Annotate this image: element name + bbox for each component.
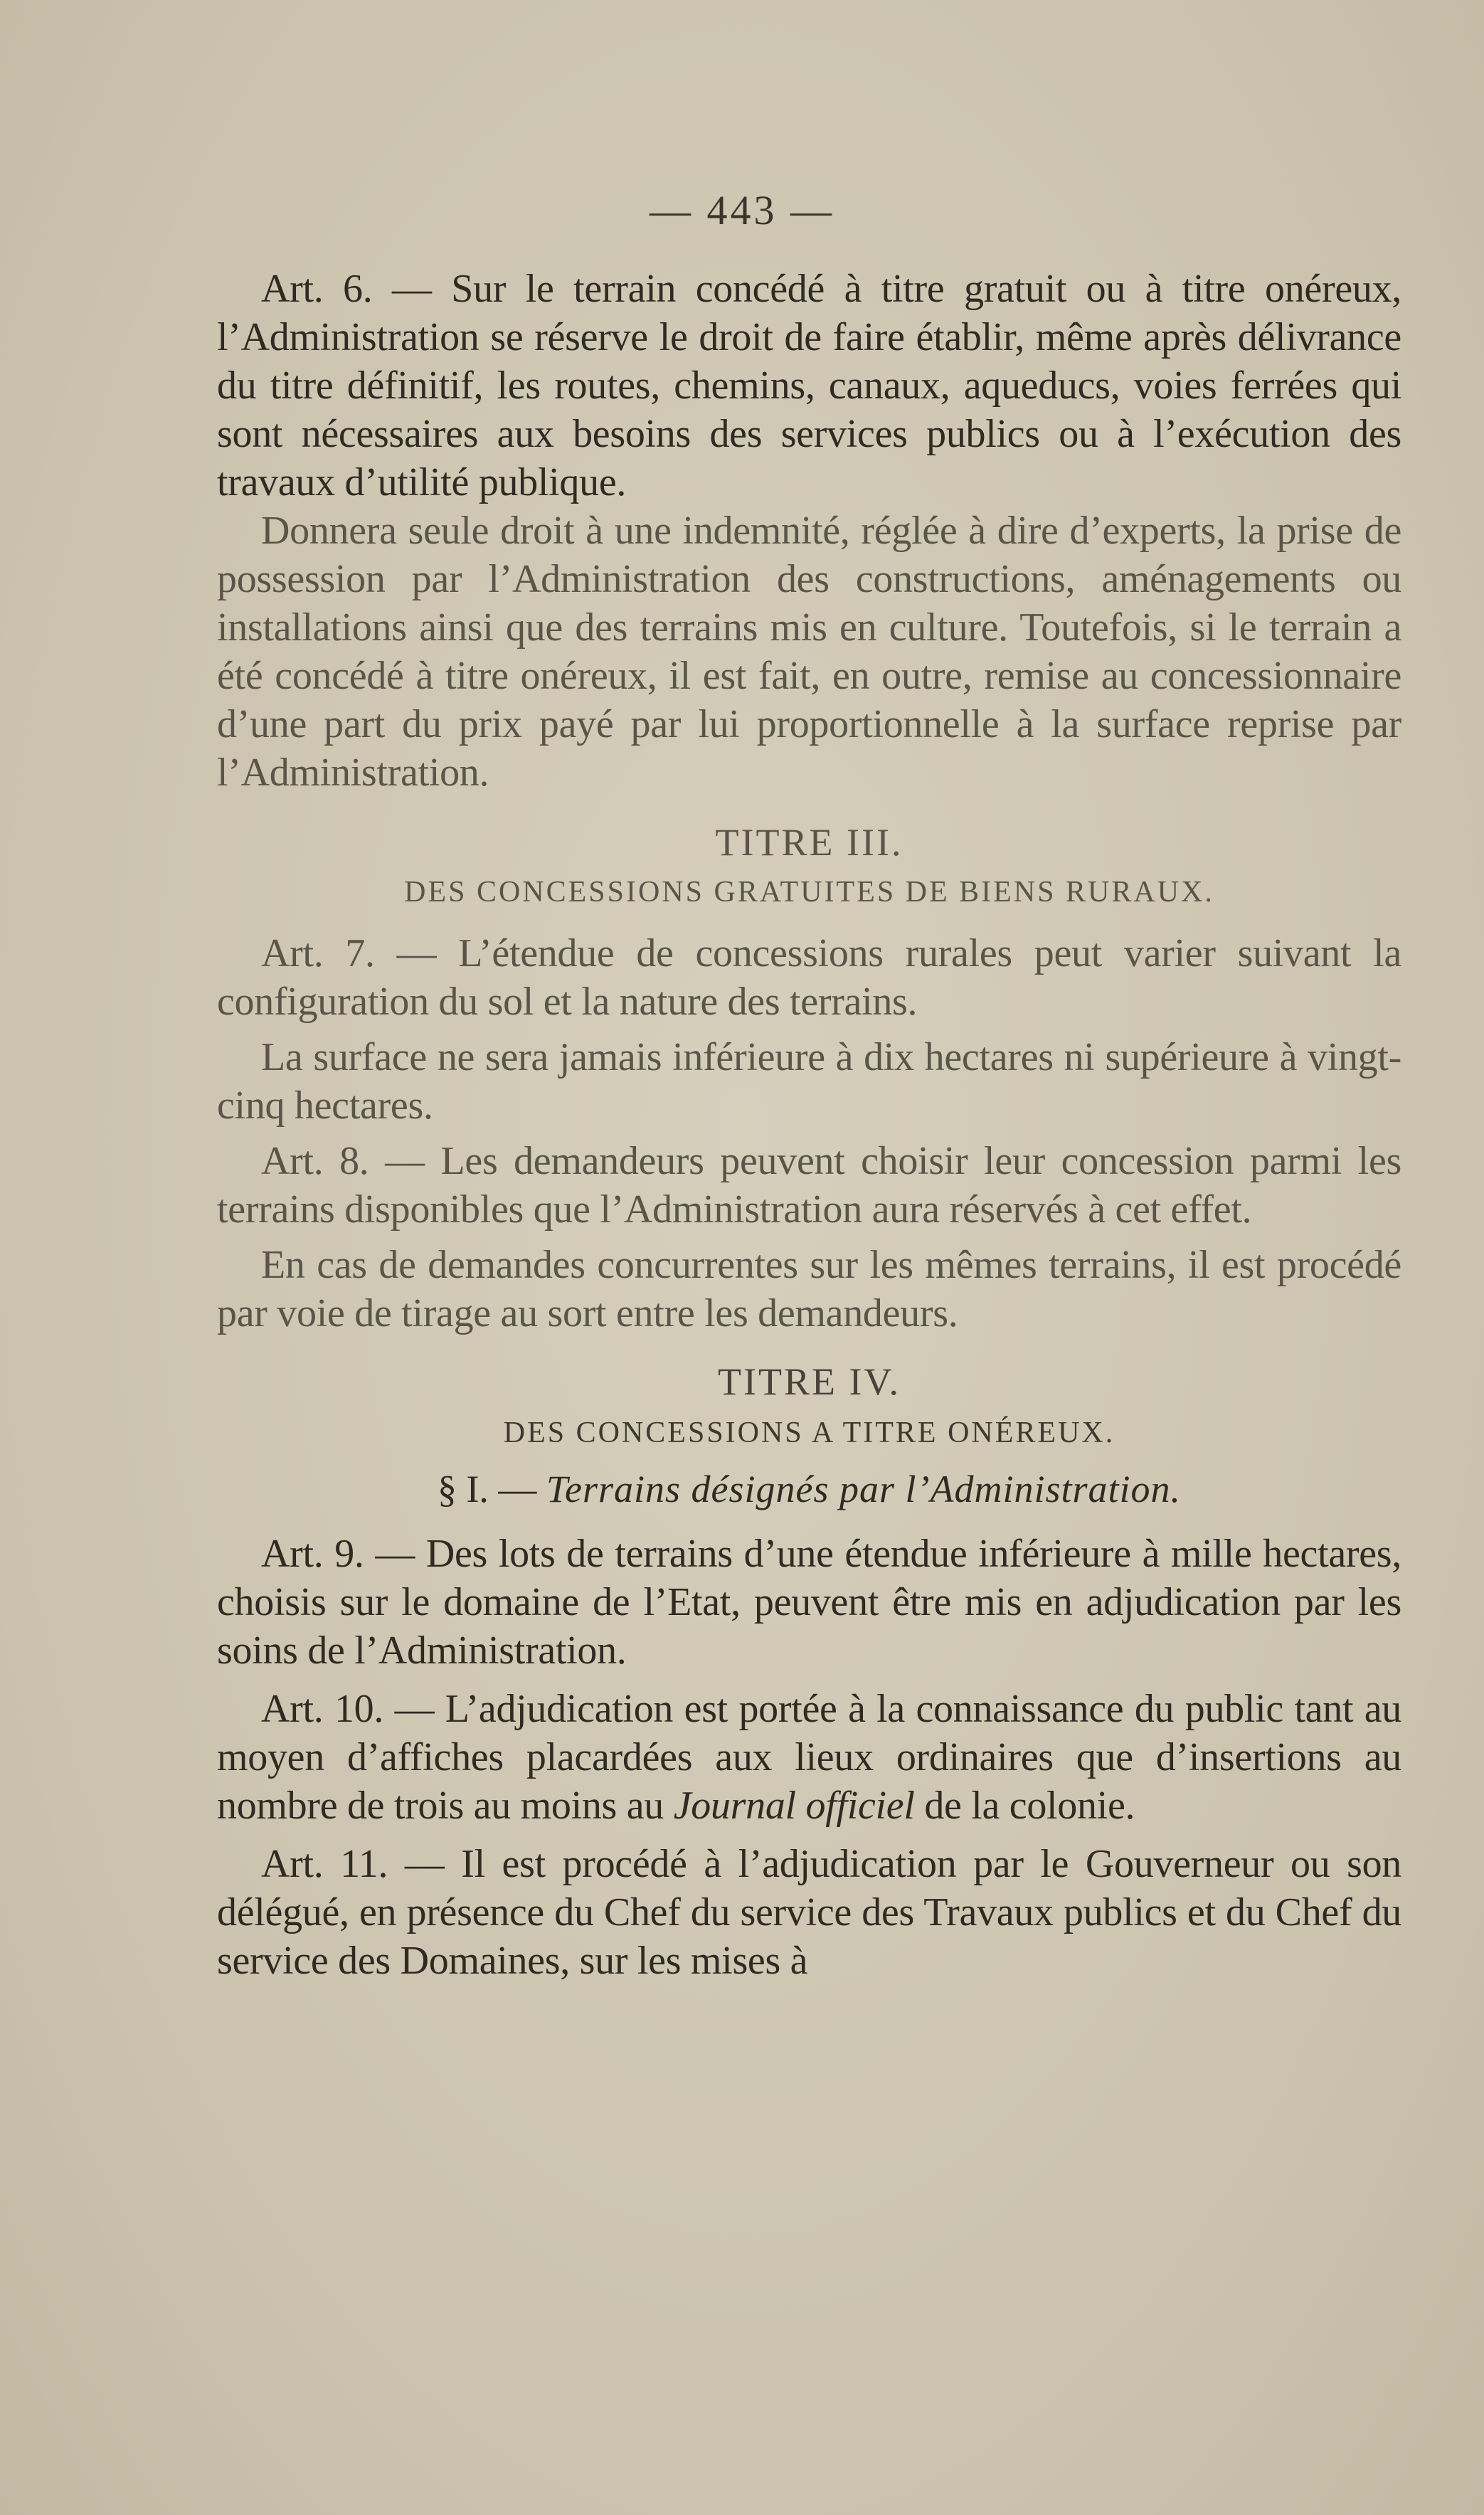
article-7-paragraph-2: La surface ne sera jamais inférieure à dix hectares ni supérieure à vingt-cinq hectares.: [217, 1035, 1401, 1128]
titre-4: TITRE IV.: [718, 1360, 901, 1403]
article-8-paragraph-2: En cas de demandes concurrentes sur les mêmes terrains, il est procédé par voie de tirage au sort entre les demandeurs.: [217, 1243, 1401, 1335]
titre-4-heading: DES CONCESSIONS A TITRE ONÉREUX.: [503, 1417, 1115, 1449]
section-1-number: § I. —: [437, 1468, 537, 1510]
article-11: Art. 11. — Il est procédé à l’adjudication par le Gouverneur ou son délégué, en présence du Chef du service des Travaux publics et du Chef du service des Domaines, sur les mises à: [217, 1842, 1401, 1983]
journal-officiel-title: Journal officiel: [673, 1784, 915, 1828]
article-10-text-end: de la colonie.: [914, 1784, 1135, 1828]
article-8-paragraph-1: Art. 8. — Les demandeurs peuvent choisir leur concession parmi les terrains disponibles que l’Administration aura réservés à cet effet.: [217, 1139, 1401, 1232]
titre-3-heading: DES CONCESSIONS GRATUITES DE BIENS RURAUX.: [404, 876, 1214, 909]
article-6-paragraph-1: Art. 6. — Sur le terrain concédé à titre gratuit ou à titre onéreux, l’Administration se réserve le droit de faire établir, même après délivrance du titre définitif, les routes, chemins, canaux, aqueducs, voies ferrées qui sont nécessaires aux besoins des services publics ou à l’exécution des travaux d’utilité publique.: [217, 267, 1401, 504]
page-body: [217, 265, 1401, 1985]
article-10-text-start: Art. 10. — L’adjudication est portée à la connaissance du public tant au moyen d’affiches placardées aux lieux ordinaires que d’insertions au nombre de trois au moins au: [217, 1687, 1401, 1828]
article-9: Art. 9. — Des lots de terrains d’une étendue inférieure à mille hectares, choisis sur le domaine de l’Etat, peuvent être mis en adjudication par les soins de l’Administration.: [217, 1532, 1401, 1673]
article-6-paragraph-2: Donnera seule droit à une indemnité, réglée à dire d’experts, la prise de possession par l’Administration des constructions, aménagements ou installations ainsi que des terrains mis en culture. Toutefois, si le terrain a été concédé à titre onéreux, il est fait, en outre, remise au concessionnaire d’une part du prix payé par lui proportionnelle à la surface reprise par l’Administration.: [217, 509, 1401, 795]
article-7-paragraph-1: Art. 7. — L’étendue de concessions rurales peut varier suivant la configuration du sol et la nature des terrains.: [217, 931, 1401, 1024]
section-1-title: Terrains désignés par l’Administration.: [546, 1468, 1182, 1510]
page-number: — 443 —: [650, 187, 834, 233]
section-1-heading: [217, 1464, 1401, 1514]
titre-3: TITRE III.: [715, 821, 903, 864]
article-10: [217, 1685, 1401, 1830]
